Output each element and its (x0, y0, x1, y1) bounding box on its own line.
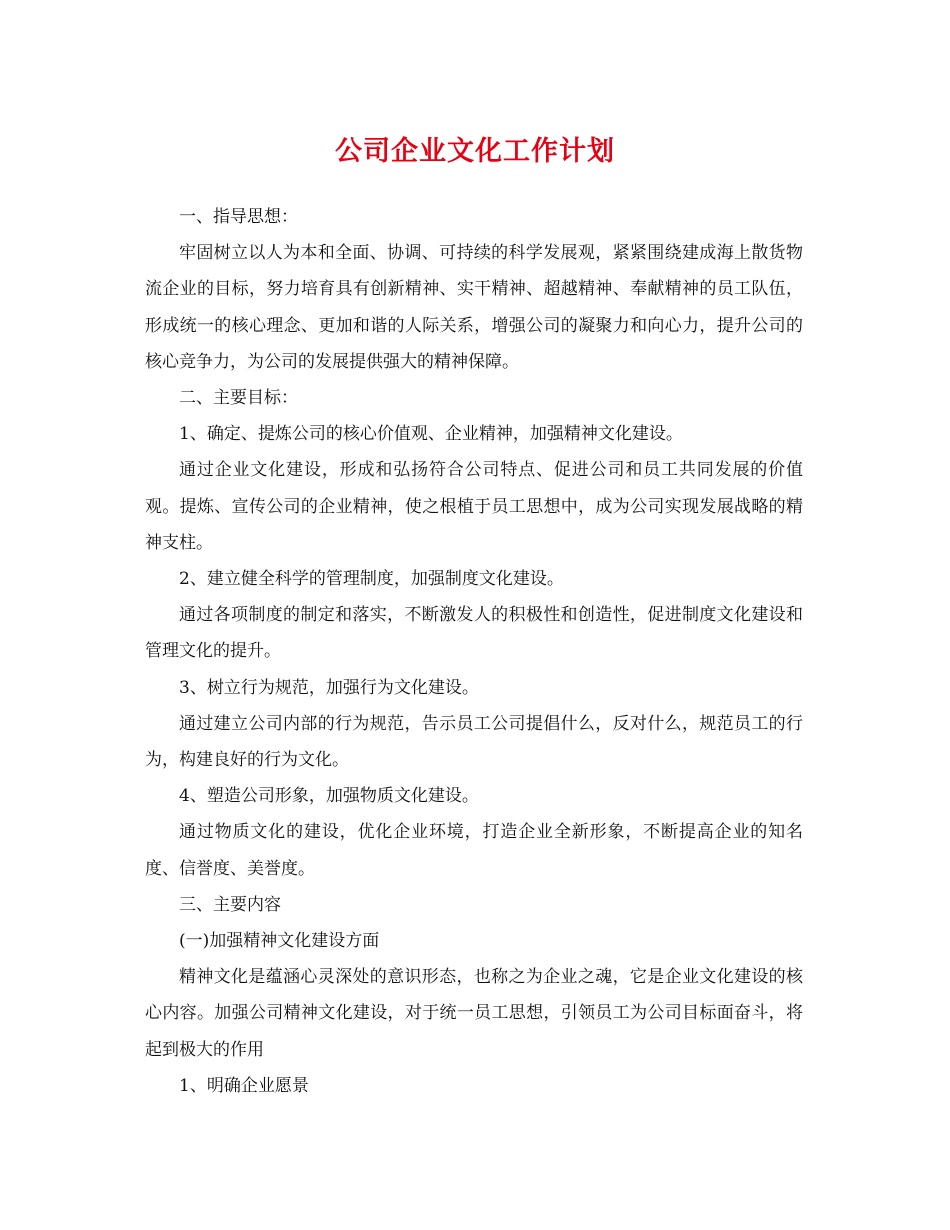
list-item-goal-4: 4、塑造公司形象，加强物质文化建设。 (179, 786, 479, 807)
paragraph: 通过各项制度的制定和落实，不断激发人的积极性和创造性，促进制度文化建设和管理文化的提升。 (145, 605, 803, 662)
list-item-goal-3: 3、树立行为规范，加强行为文化建设。 (179, 677, 479, 698)
heading-guiding-ideology: 一、指导思想： (179, 207, 298, 227)
list-item-goal-2: 2、建立健全科学的管理制度，加强制度文化建设。 (179, 569, 564, 590)
document-body (145, 199, 803, 1104)
paragraph: 通过物质文化的建设，优化企业环境，打造企业全新形象，不断提高企业的知名度、信誉度、美誉度。 (145, 822, 803, 879)
list-item-vision: 1、明确企业愿景 (179, 1075, 309, 1096)
paragraph: 牢固树立以人为本和全面、协调、可持续的科学发展观，紧紧围绕建成海上散货物流企业的目标，努力培育具有创新精神、实干精神、超越精神、奉献精神的员工队伍，形成统一的核心理念、更加和谐的人际关系，增强公司的凝聚力和向心力，提升公司的核心竞争力，为公司的发展提供强大的精神保障。 (145, 243, 803, 372)
paragraph: 通过企业文化建设，形成和弘扬符合公司特点、促进公司和员工共同发展的价值观。提炼、宣传公司的企业精神，使之根植于员工思想中，成为公司实现发展战略的精神支柱。 (145, 460, 803, 553)
heading-main-goals: 二、主要目标： (179, 388, 298, 409)
document-title: 公司企业文化工作计划 (335, 136, 615, 167)
subheading-spiritual-culture: (一)加强精神文化建设方面 (179, 931, 380, 952)
paragraph: 精神文化是蕴涵心灵深处的意识形态，也称之为企业之魂，它是企业文化建设的核心内容。加强公司精神文化建设，对于统一员工思想，引领员工为公司目标面奋斗，将起到极大的作用 (145, 967, 803, 1060)
paragraph: 通过建立公司内部的行为规范，告示员工公司提倡什么，反对什么，规范员工的行为，构建良好的行为文化。 (145, 713, 803, 771)
list-item-goal-1: 1、确定、提炼公司的核心价值观、企业精神，加强精神文化建设。 (179, 424, 683, 445)
heading-main-content: 三、主要内容 (179, 894, 281, 915)
